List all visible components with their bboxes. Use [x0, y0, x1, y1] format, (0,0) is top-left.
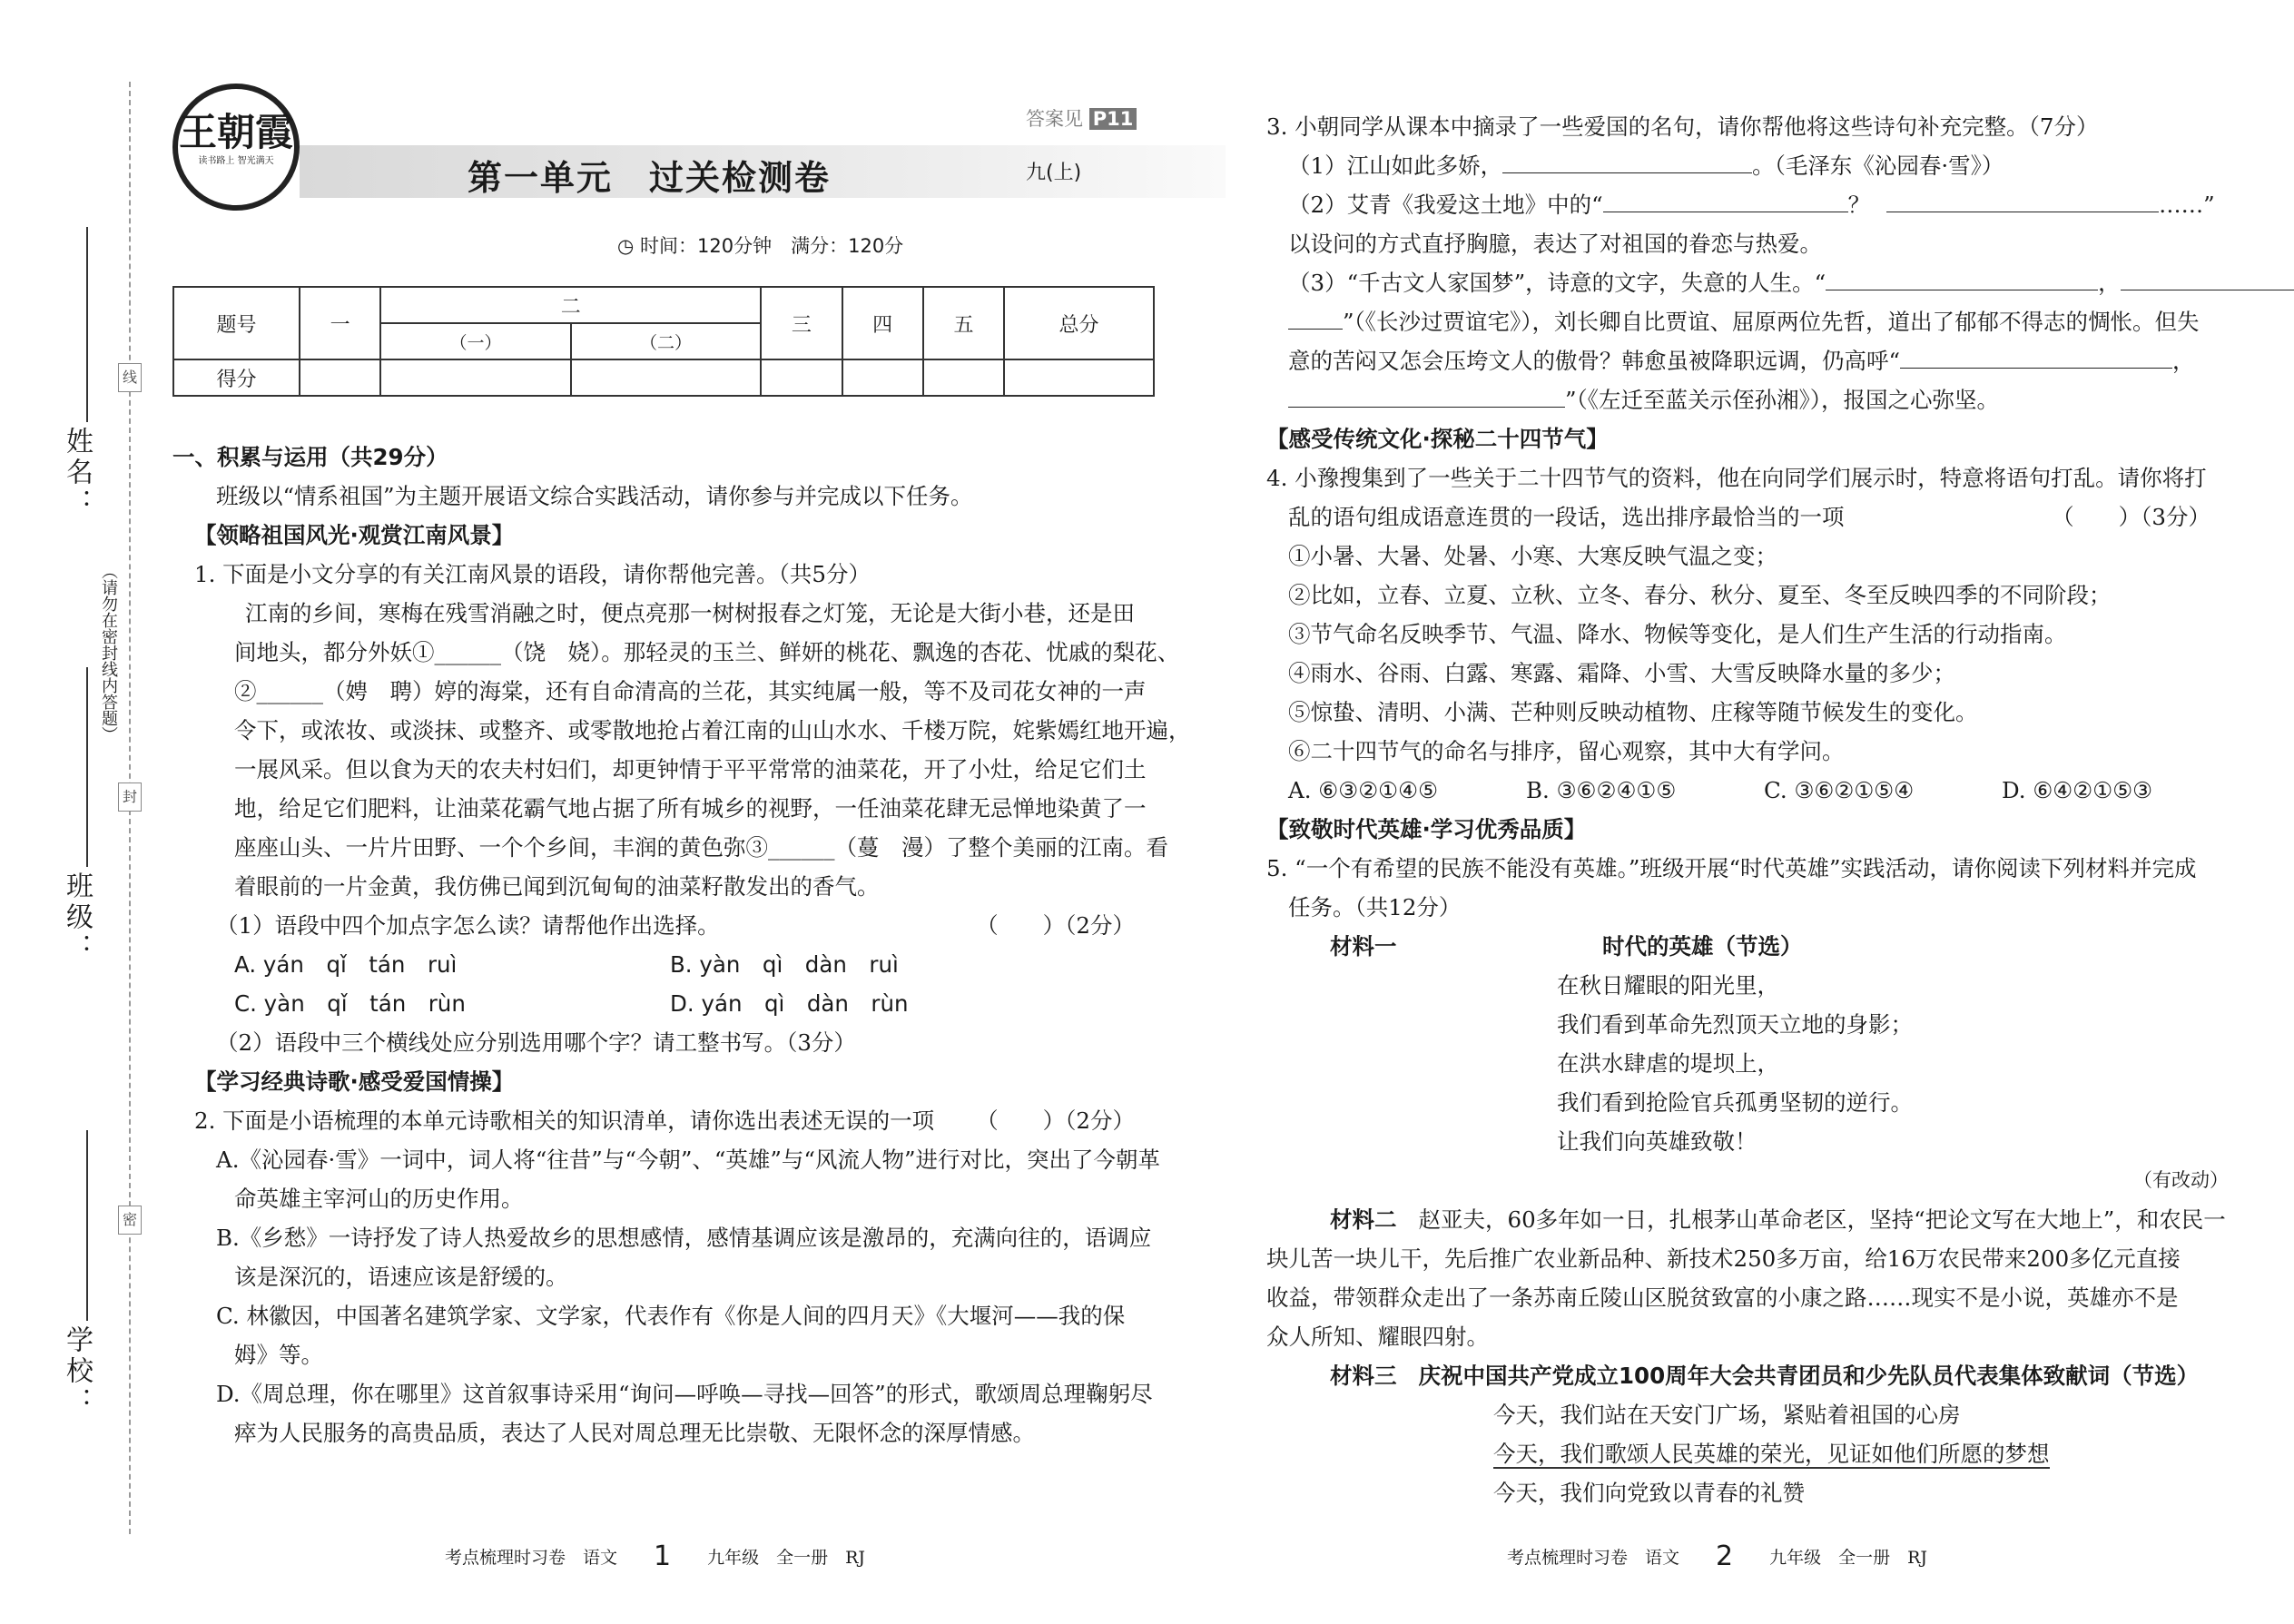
footer-right: [1507, 1540, 1927, 1572]
answer-reference: [1026, 104, 1137, 132]
q3-line-2b: 以设问的方式直抒胸臆，表达了对祖国的眷恋与热爱。: [1288, 231, 1822, 257]
material-1-note: （有改动）: [2133, 1169, 2229, 1191]
q2-option-b[interactable]: B.《乡愁》一诗抒发了诗人热爱故乡的思想感情，感情基调应该是激昂的，充满向往的，语调应: [216, 1225, 1152, 1251]
q3-line-3: [1266, 263, 2229, 302]
q3-line-2: [1266, 185, 2229, 224]
passage-line: 令下，或浓妆、或淡抹、或整齐、或零散地抢占着江南的山山水水、千楼万院，姹紫嫣红地开遍，: [234, 717, 1191, 743]
material-2-line: 块儿苦一块儿干，先后推广农业新品种、新技术250多万亩，给16万农民带来200多亿元直接: [1266, 1245, 2181, 1272]
material-3-title: 庆祝中国共产党成立100周年大会共青团员和少先队员代表集体致献词（节选）: [1418, 1363, 2200, 1389]
question-5: 5. “一个有希望的民族不能没有英雄。”班级开展“时代英雄”实践活动，请你阅读下列材料并完成: [1266, 855, 2197, 881]
question-1: 1. 下面是小文分享的有关江南风景的语段，请你帮他完善。（共5分）: [194, 561, 871, 587]
answer-bracket[interactable]: （ ）（2分）: [976, 1107, 1135, 1134]
q3-line-1: [1266, 146, 2229, 185]
passage-line: 间地头，都分外妖①______（饶 娆）。那轻灵的玉兰、鲜妍的桃花、飘逸的杏花、忧戚的梨花、: [234, 639, 1180, 665]
material-2-line: 收益，带领群众走出了一条苏南丘陵山区脱贫致富的小康之路……现实不是小说，英雄亦不是: [1266, 1284, 2179, 1311]
score-cell[interactable]: [300, 359, 380, 396]
score-cell[interactable]: [1004, 359, 1154, 396]
class-field-line[interactable]: [86, 667, 88, 867]
poem-line: 让我们向英雄致敬！: [1557, 1128, 1757, 1155]
passage-line: ②______（娉 聘）婷的海棠，还有自命清高的兰花，其实纯属一般，等不及司花女神的一声: [234, 678, 1147, 704]
answer-blank[interactable]: [1603, 190, 1848, 212]
speech-line: 今天，我们站在天安门广场，紧贴着祖国的心房: [1493, 1402, 1961, 1428]
school-field-line[interactable]: [86, 1130, 88, 1321]
sub-col-2: （二）: [571, 323, 761, 359]
question-1-1-text: （1）语段中四个加点字怎么读？请帮他作出选择。: [216, 912, 720, 939]
question-1-2: （2）语段中三个横线处应分别选用哪个字？请工整书写。（3分）: [216, 1029, 856, 1056]
passage-line: 着眼前的一片金黄，我仿佛已闻到沉甸甸的油菜籽散发出的香气。: [234, 873, 880, 900]
col-5: 五: [923, 287, 1004, 359]
q3-3-prefix: （3）“千古文人家国梦”，诗意的文字，失意的人生。“: [1288, 270, 1826, 296]
answer-blank[interactable]: [1502, 151, 1752, 173]
binding-sidebar: [0, 0, 163, 1624]
option-d[interactable]: D. yán qì dàn rùn: [670, 990, 909, 1017]
poem-line: 在洪水肆虐的堤坝上，: [1557, 1050, 1779, 1077]
answer-blank[interactable]: [1886, 190, 2159, 212]
q2-option-d-cont: 瘁为人民服务的高贵品质，表达了人民对周总理无比崇敬、无限怀念的深厚情感。: [234, 1420, 1035, 1446]
sentence-5: ⑤惊蛰、清明、小满、芒种则反映动植物、庄稼等随节候发生的变化。: [1288, 699, 1978, 725]
answer-blank[interactable]: [1826, 268, 2098, 290]
material-3-label: 材料三: [1330, 1363, 1397, 1389]
passage-line: 一展风采。但以食为天的农夫村妇们，却更钟情于平平常常的油菜花，开了小灶，给足它们土: [234, 756, 1147, 782]
q4-option-b[interactable]: B. ③⑥②④①⑤: [1526, 777, 1677, 803]
q4-option-a[interactable]: A. ⑥③②①④⑤: [1288, 777, 1439, 803]
q2-option-c-cont: 姆》等。: [234, 1342, 323, 1368]
sentence-6: ⑥二十四节气的命名与排序，留心观察，其中大有学问。: [1288, 738, 1845, 764]
question-2: [172, 1101, 1162, 1140]
q3-1-suffix: 。（毛泽东《沁园春·雪》）: [1752, 153, 2004, 179]
answer-blank[interactable]: [1288, 307, 1343, 330]
school-label: 学校：: [61, 1325, 93, 1418]
col-total: 总分: [1004, 287, 1154, 359]
speech-line: 今天，我们向党致以青春的礼赞: [1493, 1480, 1805, 1506]
answer-bracket[interactable]: （ ）（3分）: [2052, 504, 2210, 530]
footer-left-grade: 九年级 全一册 RJ: [707, 1548, 866, 1568]
speech-line-underlined: 今天，我们歌颂人民英雄的荣光，见证如他们所愿的梦想: [1493, 1441, 2050, 1467]
footer-right-grade: 九年级 全一册 RJ: [1769, 1548, 1928, 1568]
time-info: [617, 231, 903, 259]
material-2-label: 材料二: [1330, 1206, 1397, 1233]
option-b[interactable]: B. yàn qì dàn ruì: [670, 951, 899, 978]
grade-tag: 九(上): [1026, 162, 1082, 184]
name-field-line[interactable]: [86, 227, 88, 422]
material-1-header: [1266, 927, 2229, 966]
page-number-right: 2: [1716, 1540, 1734, 1572]
question-2-text: 2. 下面是小语梳理的本单元诗歌相关的知识清单，请你选出表述无误的一项: [194, 1107, 935, 1134]
q2-option-a-cont: 命英雄主宰河山的历史作用。: [234, 1186, 524, 1212]
material-2-line: 众人所知、耀眼四射。: [1266, 1324, 1489, 1350]
block-heading-4: 【致敬时代英雄·学习优秀品质】: [1266, 816, 1587, 842]
q3-3-cont: 意的苦闷又怎会压垮文人的傲骨？韩愈虽被降职远调，仍高呼“: [1288, 348, 1901, 374]
block-heading-3: 【感受传统文化·探秘二十四节气】: [1266, 426, 1609, 452]
answer-bracket[interactable]: （ ）（2分）: [976, 912, 1135, 939]
score-table: [172, 286, 1155, 397]
q2-option-b-cont: 该是深沉的，语速应该是舒缓的。: [234, 1264, 568, 1290]
q4-options: [1266, 771, 2229, 810]
material-1-label: 材料一: [1330, 933, 1397, 960]
q2-option-d[interactable]: D.《周总理，你在哪里》这首叙事诗采用“询问—呼唤—寻找—回答”的形式，歌颂周总理鞠躬尽: [216, 1381, 1153, 1407]
q4-option-d[interactable]: D. ⑥④②①⑤③: [2002, 777, 2153, 803]
seal-mark-secret: 密: [118, 1206, 142, 1235]
col-2: 二: [380, 287, 761, 323]
material-2-line: [1266, 1200, 2229, 1239]
question-5-cont: 任务。（共12分）: [1288, 894, 1462, 920]
sentence-4: ④雨水、谷雨、白露、寒露、霜降、小雪、大雪反映降水量的多少；: [1288, 660, 1955, 686]
col-1: 一: [300, 287, 380, 359]
logo-text: 王朝霞: [178, 110, 293, 154]
answer-ref-page: P11: [1089, 108, 1137, 130]
speech-line: [1266, 1434, 2229, 1473]
sub-col-1: （一）: [380, 323, 570, 359]
option-c[interactable]: C. yàn qǐ tán rùn: [234, 990, 466, 1017]
question-4: 4. 小豫搜集到了一些关于二十四节气的资料，他在向同学们展示时，特意将语句打乱。请你将打: [1266, 465, 2207, 491]
material-2-text: 赵亚夫，60多年如一日，扎根茅山革命老区，坚持“把论文写在大地上”，和农民一: [1418, 1206, 2226, 1233]
page-header: [163, 77, 1144, 204]
q3-3-comma: ，: [2098, 270, 2121, 296]
q3-line-6: [1266, 380, 2229, 419]
q2-option-c[interactable]: C. 林徽因，中国著名建筑学家、文学家，代表作有《你是人间的四月天》《大堰河——我的保: [216, 1303, 1126, 1329]
passage-line: 江南的乡间，寒梅在残雪消融之时，便点亮那一树树报春之灯笼，无论是大街小巷，还是田: [245, 600, 1135, 626]
q3-2-ellipsis: ……”: [2159, 192, 2215, 218]
col-3: 三: [761, 287, 842, 359]
seal-mark-line: 线: [118, 363, 142, 392]
q3-line-4: [1266, 302, 2229, 341]
score-cell[interactable]: [571, 359, 761, 396]
q3-1-prefix: （1）江山如此多娇，: [1288, 153, 1503, 179]
intro-text: 班级以“情系祖国”为主题开展语文综合实践活动，请你参与并完成以下任务。: [216, 483, 973, 509]
sentence-3: ③节气命名反映季节、气温、降水、物候等变化，是人们生产生活的行动指南。: [1288, 621, 2067, 647]
q4-option-c[interactable]: C. ③⑥②①⑤④: [1764, 777, 1915, 803]
right-column: [1266, 107, 2229, 1512]
page-number-left: 1: [654, 1540, 672, 1572]
poem-line: 在秋日耀眼的阳光里，: [1557, 972, 1779, 999]
logo-sub: 读书路上 智光满天: [198, 156, 274, 166]
seal-mark-seal: 封: [118, 782, 142, 812]
score-cell[interactable]: [842, 359, 923, 396]
material-1-title: 时代的英雄（节选）: [1602, 933, 1803, 960]
answer-blank[interactable]: [1900, 346, 2172, 369]
time-info-text: 时间：120分钟 满分：120分: [640, 235, 904, 257]
footer-left-text: 考点梳理时习卷 语文: [445, 1548, 618, 1568]
poem-line: 我们看到革命先烈顶天立地的身影；: [1557, 1011, 1913, 1038]
question-4-cont: [1266, 497, 2229, 536]
footer-left: [445, 1540, 865, 1572]
sentence-1: ①小暑、大暑、处暑、小寒、大寒反映气温之变；: [1288, 543, 1777, 569]
seal-instruction: （请勿在密封线内答题）: [99, 563, 118, 743]
q3-3-end: ”（《左迁至蓝关示侄孙湘》），报国之心弥坚。: [1565, 387, 2000, 413]
q3-line-5: [1266, 341, 2229, 380]
passage-line: 地，给足它们肥料，让油菜花霸气地占据了所有城乡的视野，一任油菜花肆无忌惮地染黄了一: [234, 795, 1147, 822]
footer-right-text: 考点梳理时习卷 语文: [1507, 1548, 1680, 1568]
option-a[interactable]: A. yán qǐ tán ruì: [234, 951, 458, 978]
left-column: [172, 438, 1191, 1452]
material-3-header: [1266, 1356, 2229, 1395]
score-cell[interactable]: [380, 359, 570, 396]
poem-line: 我们看到抢险官兵孤勇坚韧的逆行。: [1557, 1089, 1913, 1116]
question-4-text: 乱的语句组成语意连贯的一段话，选出排序最恰当的一项: [1288, 504, 1845, 530]
answer-blank[interactable]: [1288, 385, 1565, 408]
option-row: [172, 984, 1162, 1023]
score-cell[interactable]: [923, 359, 1004, 396]
question-1-1: [172, 906, 1162, 945]
class-label: 班级：: [61, 871, 93, 964]
col-4: 四: [842, 287, 923, 359]
answer-blank[interactable]: [2121, 268, 2294, 290]
row-label-score: 得分: [173, 359, 300, 396]
block-heading-1: 【领略祖国风光·观赏江南风景】: [194, 522, 515, 548]
q3-3-comma2: ，: [2172, 348, 2195, 374]
sentence-2: ②比如，立春、立夏、立秋、立冬、春分、秋分、夏至、冬至反映四季的不同阶段；: [1288, 582, 2112, 608]
page-title: 第一单元 过关检测卷: [468, 158, 832, 198]
q2-option-a[interactable]: A.《沁园春·雪》一词中，词人将“往昔”与“今朝”、“英雄”与“风流人物”进行对比，突出了今朝革: [216, 1147, 1160, 1173]
block-heading-2: 【学习经典诗歌·感受爱国情操】: [194, 1068, 515, 1095]
clock-icon: ◷: [617, 235, 635, 257]
q3-2-mark: ？: [1847, 192, 1871, 218]
question-3: 3. 小朝同学从课本中摘录了一些爱国的名句，请你帮他将这些诗句补充完整。（7分）: [1266, 113, 2099, 140]
passage-line: 座座山头、一片片田野、一个个乡间，丰润的黄色弥③______（蔓 漫）了整个美丽的江南。看: [234, 834, 1168, 861]
answer-ref-label: 答案见: [1026, 108, 1083, 130]
row-label-number: 题号: [173, 287, 300, 359]
score-cell[interactable]: [761, 359, 842, 396]
section-1-heading: 一、积累与运用（共29分）: [172, 444, 448, 470]
name-label: 姓名：: [61, 427, 93, 519]
option-row: [172, 945, 1162, 984]
q3-2-prefix: （2）艾青《我爱这土地》中的“: [1288, 192, 1603, 218]
q3-3-mid: ”（《长沙过贾谊宅》），刘长卿自比贾谊、屈原两位先哲，道出了郁郁不得志的惆怅。但失: [1343, 309, 2200, 335]
